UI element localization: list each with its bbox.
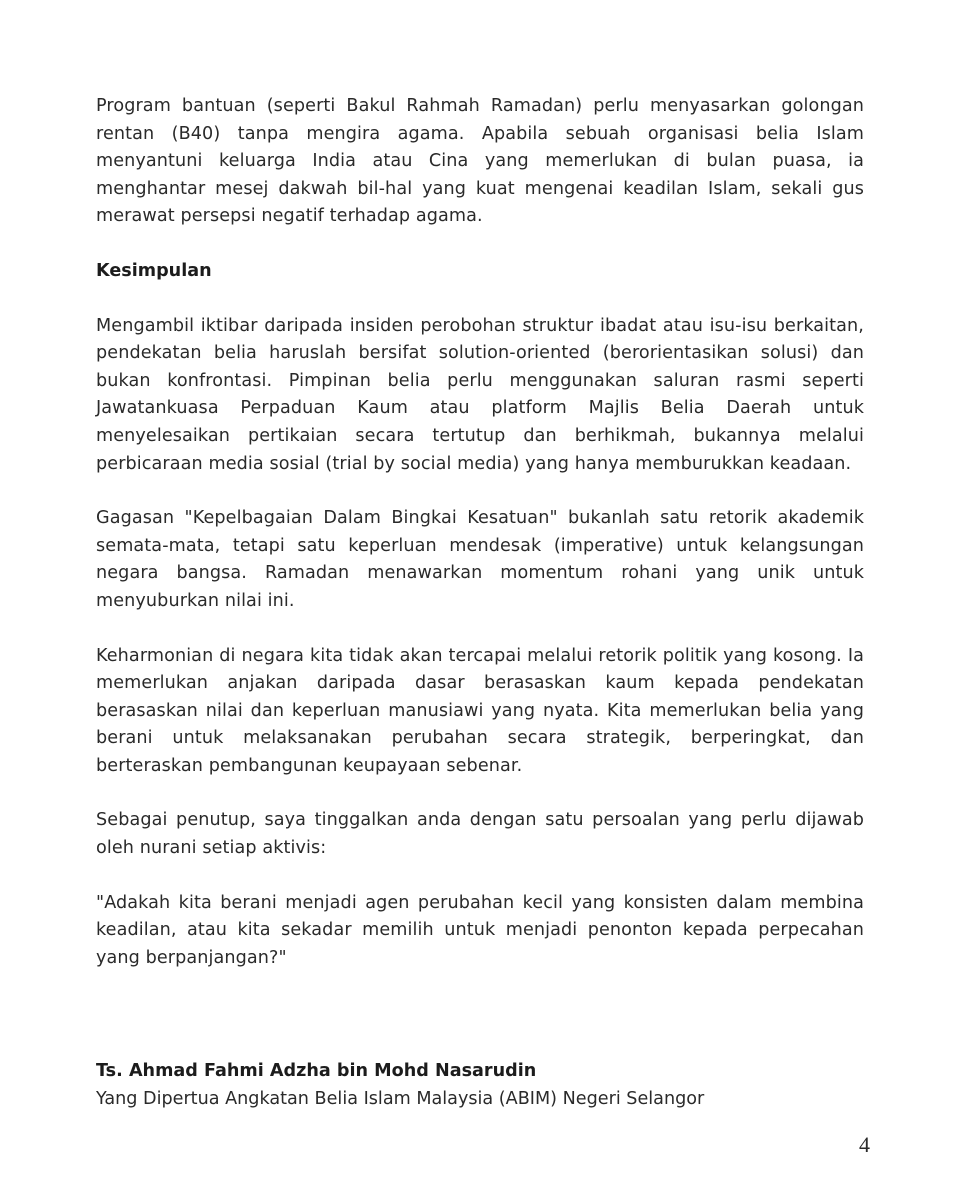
body-paragraph: Sebagai penutup, saya tinggalkan anda dengan satu persoalan yang perlu dijawab oleh nurani setiap aktivis: — [96, 810, 864, 859]
document-body — [96, 93, 864, 999]
signature-block — [96, 1058, 896, 1113]
intro-paragraph: Program bantuan (seperti Bakul Rahmah Ramadan) perlu menyasarkan golongan rentan (B40) tanpa mengira agama. Apabila sebuah organisasi belia Islam menyantuni keluarga India atau Cina yang memerlukan di bulan puasa, ia menghantar mesej dakwah bil-hal yang kuat mengenai keadilan Islam, sekali gus merawat persepsi negatif terhadap agama. — [96, 96, 864, 227]
author-title: Yang Dipertua Angkatan Belia Islam Malaysia (ABIM) Negeri Selangor — [96, 1088, 705, 1109]
body-paragraph: Mengambil iktibar daripada insiden perobohan struktur ibadat atau isu-isu berkaitan, pendekatan belia haruslah bersifat solution-oriented (berorientasikan solusi) dan bukan konfrontasi. Pimpinan belia perlu menggunakan saluran rasmi seperti Jawatankuasa Perpaduan Kaum atau platform Majlis Belia Daerah untuk menyelesaikan pertikaian secara tertutup dan berhikmah, bukannya melalui perbicaraan media sosial (trial by social media) yang hanya memburukkan keadaan. — [96, 315, 864, 474]
closing-quote-paragraph: "Adakah kita berani menjadi agen perubahan kecil yang konsisten dalam membina keadilan, atau kita sekadar memilih untuk menjadi penonton kepada perpecahan yang berpanjangan?" — [96, 892, 864, 968]
body-paragraph: Keharmonian di negara kita tidak akan tercapai melalui retorik politik yang kosong. Ia memerlukan anjakan daripada dasar berasaskan kaum kepada pendekatan berasaskan nilai dan keperluan manusiawi yang nyata. Kita memerlukan belia yang berani untuk melaksanakan perubahan secara strategik, berperingkat, dan berteraskan pembangunan keupayaan sebenar. — [96, 645, 864, 776]
page-number: 4 — [859, 1132, 870, 1157]
author-name: Ts. Ahmad Fahmi Adzha bin Mohd Nasarudin — [96, 1061, 537, 1081]
body-paragraph: Gagasan "Kepelbagaian Dalam Bingkai Kesatuan" bukanlah satu retorik akademik semata-mata, tetapi satu keperluan mendesak (imperative) untuk kelangsungan negara bangsa. Ramadan menawarkan momentum rohani yang unik untuk menyuburkan nilai ini. — [96, 508, 864, 611]
section-heading: Kesimpulan — [96, 260, 212, 281]
